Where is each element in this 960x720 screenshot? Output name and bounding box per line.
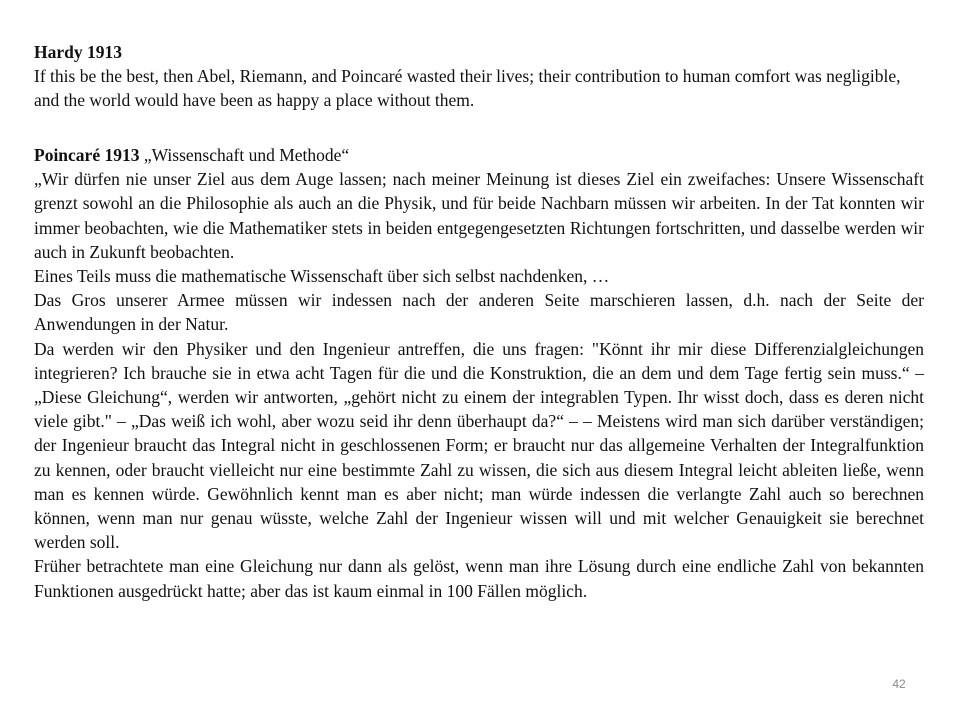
poincare-quote-block [34, 143, 924, 603]
poincare-heading-author: Poincaré 1913 [34, 145, 140, 165]
poincare-paragraph: Früher betrachtete man eine Gleichung nur dann als gelöst, wenn man ihre Lösung durch eine endliche Zahl von bekannten Funktionen ausgedrückt hatte; aber das ist kaum einmal in 100 Fällen möglich. [34, 556, 924, 601]
poincare-paragraph: Eines Teils muss die mathematische Wissenschaft über sich selbst nachdenken, … [34, 266, 610, 287]
page-number: 42 [892, 677, 906, 691]
hardy-quote-block [34, 40, 924, 113]
poincare-heading [34, 143, 924, 167]
hardy-quote-text: If this be the best, then Abel, Riemann, and Poincaré wasted their lives; their contribution to human comfort was negligible, and the world would have been as happy a place without them. [34, 66, 901, 111]
poincare-paragraph: Da werden wir den Physiker und den Ingenieur antreffen, die uns fragen: "Könnt ihr mir diese Differenzialgleichungen integrieren? Ich brauche sie in etwa acht Tagen für die und die Konstruktion, die an dem und dem Tage fertig sein muss.“ – „Diese Gleichung“, werden wir antworten, „gehört nicht zu einem der integrablen Typen. Ihr wisst doch, dass es deren nicht viele gibt." – „Das weiß ich wohl, aber wozu seid ihr denn überhaupt da?“ – – Meistens wird man sich darüber verständigen; der Ingenieur braucht das Integral nicht in geschlossenen Form; er braucht nur das allgemeine Verhalten der Integralfunktion zu kennen, oder braucht vielleicht nur eine bestimmte Zahl zu wissen, die sich aus diesem Integral leicht ableiten ließe, wenn man es kennen würde. Gewöhnlich kennt man es aber nicht; man würde indessen die verlangte Zahl auch so berechnen können, wenn man nur genau wüsste, welche Zahl der Ingenieur wissen will und mit welcher Genauigkeit sie berechnet werden soll. [34, 338, 924, 553]
hardy-heading: Hardy 1913 [34, 42, 122, 62]
poincare-paragraph: Das Gros unserer Armee müssen wir indessen nach der anderen Seite marschieren lassen, d.h. nach der Seite der Anwendungen in der Natur. [34, 290, 924, 335]
poincare-paragraph: „Wir dürfen nie unser Ziel aus dem Auge lassen; nach meiner Meinung ist dieses Ziel ein zweifaches: Unsere Wissenschaft grenzt sowohl an die Philosophie als auch an die Physik, und für beide Nachbarn müssen wir arbeiten. In der Tat konnten wir immer beobachten, wie die Mathematiker stets in beiden entgegengesetzten Richtungen fortschritten, und dasselbe werden wir auch in Zukunft beobachten. [34, 169, 924, 262]
poincare-heading-title: „Wissenschaft und Methode“ [139, 145, 350, 165]
